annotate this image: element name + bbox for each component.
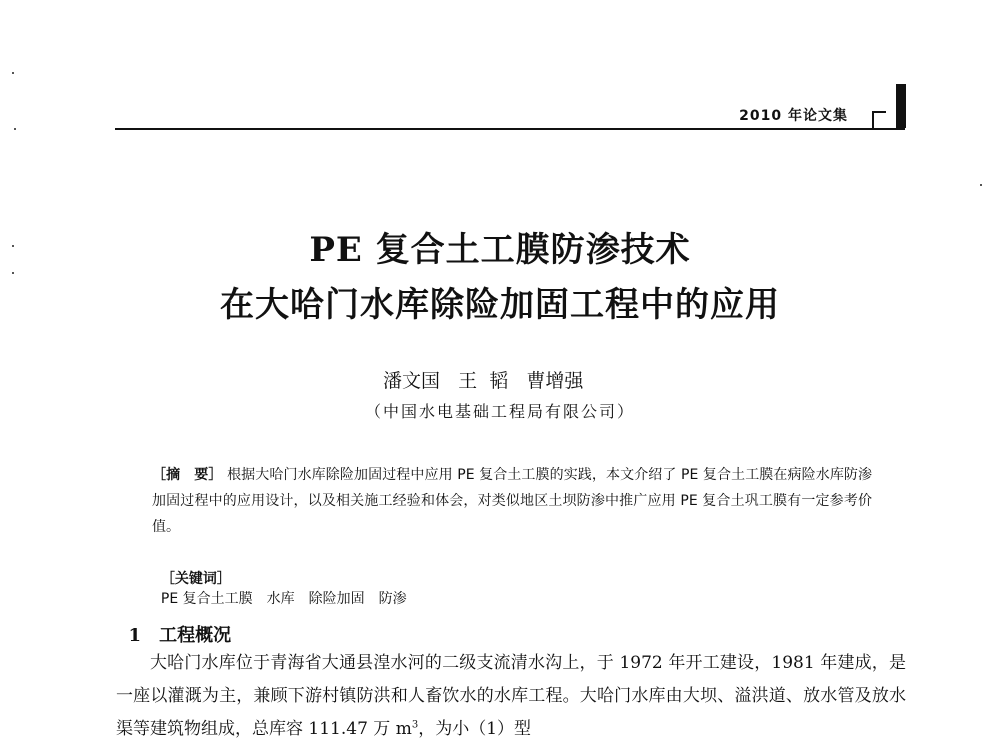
margin-speck [14, 128, 16, 130]
corner-mark [872, 84, 906, 130]
keywords-label: ［关键词］ [160, 571, 231, 587]
margin-speck [980, 184, 982, 186]
header-rule [115, 128, 905, 130]
body-text-part-1: 大哈门水库位于青海省大通县湟水河的二级支流清水沟上，于 1972 年开工建设，1981 年建成，是一座以灌溉为主，兼顾下游村镇防洪和人畜饮水的水库工程。大哈门水库由大坝、溢洪道、放水管及放水渠等建筑物组成，总库容 111.47 万 m [116, 653, 906, 739]
affiliation: （中国水电基础工程局有限公司） [364, 402, 635, 421]
margin-speck [12, 72, 14, 74]
margin-speck [12, 272, 14, 274]
section-heading [116, 600, 231, 647]
body-paragraph [116, 647, 906, 746]
superscript: 3 [411, 719, 419, 731]
running-head: 2010 年论文集 [739, 108, 848, 124]
section-number: 1 [128, 625, 142, 646]
paper-title-line-2: 在大哈门水库除险加固工程中的应用 [220, 285, 780, 325]
authors: 潘文国 王 韬 曹增强 [383, 370, 584, 392]
abstract-label: ［摘 要］ [152, 467, 223, 483]
keywords-text: PE 复合土工膜 水库 除险加固 防渗 [160, 591, 407, 607]
paper-title-line-1: PE 复合土工膜防渗技术 [309, 230, 691, 270]
body-text-part-2: ，为小（1）型 [418, 719, 532, 739]
abstract-text: 根据大哈门水库除险加固过程中应用 PE 复合土工膜的实践，本文介绍了 PE 复合土工膜在病险水库防渗加固过程中的应用设计，以及相关施工经验和体会，对类似地区土坝防渗中推广应用 PE 复合土巩工膜有一定参考价值。 [152, 467, 873, 535]
abstract [152, 462, 872, 540]
section-title: 工程概况 [159, 625, 232, 646]
